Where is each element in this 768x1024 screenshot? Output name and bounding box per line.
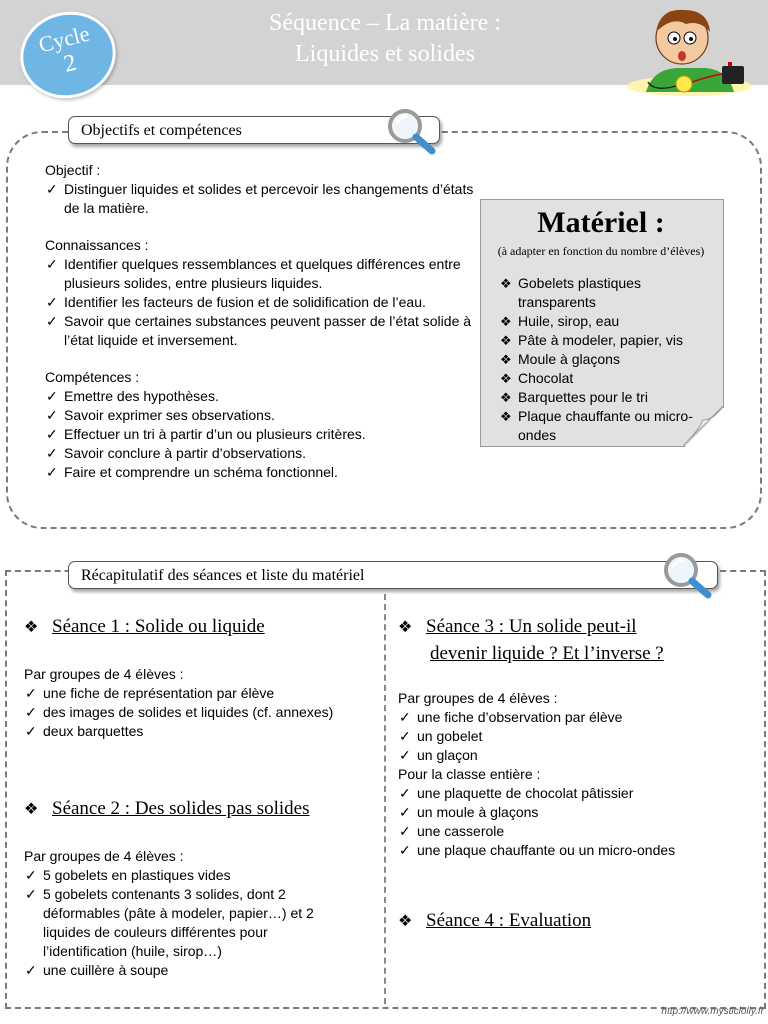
checkmark-icon: ✓: [46, 256, 58, 272]
groups-label: Par groupes de 4 élèves :: [24, 848, 184, 864]
list-item: ❖ Huile, sirop, eau: [500, 313, 620, 329]
list-item: ✓ des images de solides et liquides (cf. annexes): [25, 704, 334, 720]
list-item: ✓ Savoir conclure à partir d’observations.: [46, 445, 307, 461]
list-item: ❖ Chocolat: [500, 370, 574, 386]
list-item: ✓ Effectuer un tri à partir d’un ou plusieurs critères.: [46, 426, 366, 442]
seance1-list: [24, 684, 374, 741]
checkmark-icon: ✓: [399, 823, 411, 839]
list-item: ✓ deux barquettes: [25, 723, 144, 739]
competences-list: [45, 387, 485, 482]
connaissances-list: [45, 255, 485, 350]
materiel-title: Matériel :: [537, 206, 665, 239]
objectifs-content: [45, 161, 485, 482]
objectif-label: Objectif :: [45, 162, 101, 178]
footer-url[interactable]: http://www.mysticlolly.fr: [661, 1006, 764, 1017]
materiel-list-wrap: [500, 274, 715, 445]
checkmark-icon: ✓: [25, 704, 37, 720]
list-item: ✓ une fiche d’observation par élève: [399, 709, 623, 725]
recap-section-title: Récapitulatif des séances et liste du matériel: [68, 561, 718, 589]
list-item: ✓ une plaquette de chocolat pâtissier: [399, 785, 634, 801]
page-title: [200, 8, 570, 70]
list-item: ✓ un gobelet: [399, 728, 483, 744]
seance3-list: [398, 708, 758, 765]
seance3-title: ❖ Séance 3 : Un solide peut-il devenir liquide ? Et l’inverse ?: [398, 616, 664, 664]
checkmark-icon: ✓: [399, 842, 411, 858]
checkmark-icon: ✓: [46, 445, 58, 461]
cycle-number: 2: [61, 49, 80, 78]
seance2-list: [24, 866, 354, 980]
checkmark-icon: ✓: [46, 294, 58, 310]
column-divider: [384, 594, 386, 1004]
checkmark-icon: ✓: [46, 313, 58, 329]
seance2-title: ❖ Séance 2 : Des solides pas solides: [24, 796, 379, 823]
list-item: ✓ Identifier quelques ressemblances et quelques différences entre plusieurs solides, entre plusieurs liquides.: [46, 256, 461, 291]
list-item: ✓ 5 gobelets contenants 3 solides, dont 2 déformables (pâte à modeler, papier…) et 2 liquides de couleurs différentes pour l’identification (huile, sirop…): [25, 886, 314, 959]
checkmark-icon: ✓: [25, 962, 37, 978]
list-item: ✓ Savoir que certaines substances peuvent passer de l’état solide à l’état liquide et inversement.: [46, 313, 472, 348]
class-label: Pour la classe entière :: [398, 766, 541, 782]
seance1-title: ❖ Séance 1 : Solide ou liquide: [24, 614, 374, 641]
checkmark-icon: ✓: [399, 804, 411, 820]
diamond-bullet-icon: ❖: [398, 913, 413, 930]
list-item: ✓ une fiche de représentation par élève: [25, 685, 275, 701]
list-item: ❖ Gobelets plastiques transparents: [500, 275, 641, 310]
objectif-list: [45, 180, 485, 218]
diamond-bullet-icon: ❖: [500, 333, 512, 348]
list-item: ❖ Plaque chauffante ou micro-ondes: [500, 408, 693, 443]
checkmark-icon: ✓: [399, 785, 411, 801]
list-item: ✓ une plaque chauffante ou un micro-ondes: [399, 842, 676, 858]
checkmark-icon: ✓: [399, 709, 411, 725]
cycle-label: Cycle: [36, 20, 92, 58]
list-item: ❖ Moule à glaçons: [500, 351, 620, 367]
diamond-bullet-icon: ❖: [500, 352, 512, 367]
list-item: ✓ Distinguer liquides et solides et percevoir les changements d’états de la matière.: [46, 181, 474, 216]
objectifs-section-title: Objectifs et compétences: [68, 116, 440, 144]
list-item: ✓ 5 gobelets en plastiques vides: [25, 867, 231, 883]
diamond-bullet-icon: ❖: [500, 314, 512, 329]
groups-label: Par groupes de 4 élèves :: [24, 666, 184, 682]
checkmark-icon: ✓: [25, 723, 37, 739]
list-item: ✓ Faire et comprendre un schéma fonctionnel.: [46, 464, 338, 480]
checkmark-icon: ✓: [46, 407, 58, 423]
diamond-bullet-icon: ❖: [500, 371, 512, 386]
list-item: ✓ une cuillère à soupe: [25, 962, 169, 978]
checkmark-icon: ✓: [46, 181, 58, 197]
diamond-bullet-icon: ❖: [398, 619, 413, 636]
diamond-bullet-icon: ❖: [500, 276, 512, 291]
checkmark-icon: ✓: [46, 388, 58, 404]
diamond-bullet-icon: ❖: [24, 619, 39, 636]
seance2-content: [24, 847, 354, 980]
materiel-list: [500, 274, 715, 445]
diamond-bullet-icon: ❖: [500, 390, 512, 405]
checkmark-icon: ✓: [25, 886, 37, 902]
list-item: ✓ Identifier les facteurs de fusion et de solidification de l’eau.: [46, 294, 426, 310]
checkmark-icon: ✓: [46, 426, 58, 442]
checkmark-icon: ✓: [46, 464, 58, 480]
list-item: ✓ un moule à glaçons: [399, 804, 539, 820]
list-item: ✓ Savoir exprimer ses observations.: [46, 407, 275, 423]
page-title-line1: Séquence – La matière :: [269, 10, 501, 36]
checkmark-icon: ✓: [25, 867, 37, 883]
competences-label: Compétences :: [45, 369, 140, 385]
materiel-note: (à adapter en fonction du nombre d’élèves): [497, 244, 705, 258]
seance3-content: [398, 689, 758, 860]
seance4-title: ❖ Séance 4 : Evaluation: [398, 908, 753, 935]
list-item: ✓ un glaçon: [399, 747, 478, 763]
magnifier-icon: [660, 550, 714, 600]
connaissances-label: Connaissances :: [45, 237, 149, 253]
checkmark-icon: ✓: [399, 747, 411, 763]
magnifier-icon: [384, 106, 438, 156]
groups-label: Par groupes de 4 élèves :: [398, 690, 558, 706]
list-item: ✓ Emettre des hypothèses.: [46, 388, 219, 404]
checkmark-icon: ✓: [25, 685, 37, 701]
diamond-bullet-icon: ❖: [24, 801, 39, 818]
seance1-content: [24, 665, 374, 741]
checkmark-icon: ✓: [399, 728, 411, 744]
mascot-illustration: [624, 2, 754, 98]
list-item: ❖ Pâte à modeler, papier, vis: [500, 332, 683, 348]
seance3-class-list: [398, 784, 758, 860]
diamond-bullet-icon: ❖: [500, 409, 512, 424]
list-item: ✓ une casserole: [399, 823, 505, 839]
page-title-line2: Liquides et solides: [295, 41, 475, 67]
list-item: ❖ Barquettes pour le tri: [500, 389, 648, 405]
